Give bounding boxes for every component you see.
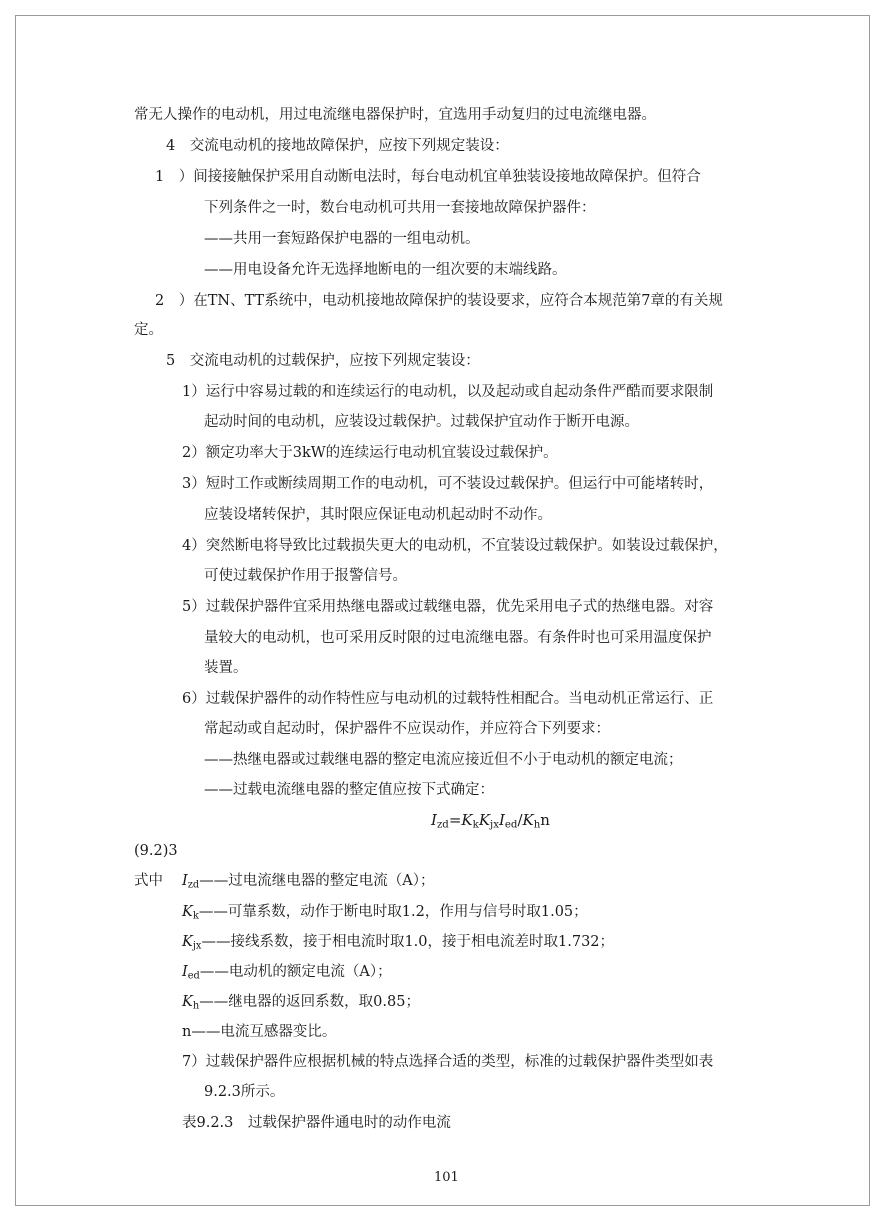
page-number: 101	[434, 1170, 459, 1185]
where-label: 式中	[134, 873, 163, 889]
definition: $I_{zd}——$过电流继电器的整定电流（A）；	[182, 873, 435, 891]
body-line: 1）运行中容易过载的和连续运行的电动机，以及起动或自起动条件严酷而要求限制	[182, 384, 714, 400]
body-line: 2）额定功率大于3kW的连续运行电动机宜装设过载保护。	[182, 445, 558, 461]
body-line: ——过载电流继电器的整定值应按下式确定：	[204, 782, 494, 798]
body-line: 6）过载保护器件的动作特性应与电动机的过载特性相配合。当电动机正常运行、正	[182, 691, 714, 707]
definition: n——电流互感器变比。	[182, 1024, 337, 1040]
definition: $I_{ed}——$电动机的额定电流（A）；	[182, 964, 392, 982]
body-line: 下列条件之一时，数台电动机可共用一套接地故障保护器件：	[204, 200, 596, 216]
body-line: 1 ）间接接触保护采用自动断电法时，每台电动机宜单独装设接地故障保护。但符合	[155, 169, 701, 185]
definition: $K_k——$可靠系数，动作于断电时取1.2，作用与信号时取1.05；	[182, 904, 588, 922]
definition: $K_h——$继电器的返回系数，取0.85；	[182, 994, 420, 1012]
body-line: 4 交流电动机的接地故障保护，应按下列规定装设：	[166, 138, 509, 154]
body-line: 2 ）在TN、TT系统中，电动机接地故障保护的装设要求，应符合本规范第7章的有关规	[155, 293, 723, 309]
equation-number: (9.2)3	[134, 843, 178, 859]
body-line: 7）过载保护器件应根据机械的特点选择合适的类型，标准的过载保护器件类型如表	[182, 1054, 714, 1070]
body-line: 9.2.3所示。	[204, 1084, 285, 1100]
body-line: ——用电设备允许无选择地断电的一组次要的末端线路。	[204, 262, 567, 278]
body-line: 5 交流电动机的过载保护，应按下列规定装设：	[166, 353, 480, 369]
body-line: 可使过载保护作用于报警信号。	[204, 568, 407, 584]
body-line: 3）短时工作或断续周期工作的电动机，可不装设过载保护。但运行中可能堵转时，	[182, 476, 714, 492]
definition: $K_{jx}——$接线系数，接于相电流时取1.0，接于相电流差时取1.732；	[182, 934, 615, 952]
body-line: 5）过载保护器件宜采用热继电器或过载继电器，优先采用电子式的热继电器。对容	[182, 599, 714, 615]
body-line: 常起动或自起动时，保护器件不应误动作，并应符合下列要求：	[204, 721, 610, 737]
table-caption: 表9.2.3 过载保护器件通电时的动作电流	[182, 1115, 451, 1131]
body-line: ——共用一套短路保护电器的一组电动机。	[204, 231, 480, 247]
body-line: ——热继电器或过载继电器的整定电流应接近但不小于电动机的额定电流；	[204, 752, 683, 768]
body-line: 4）突然断电将导致比过载损失更大的电动机，不宜装设过载保护。如装设过载保护，	[182, 538, 728, 554]
formula: $I_{zd}=K_kK_{jx}I_{ed}/K_hn$	[431, 811, 550, 831]
body-line: 装置。	[204, 660, 248, 676]
body-line: 定。	[134, 322, 163, 338]
body-line: 应装设堵转保护，其时限应保证电动机起动时不动作。	[204, 507, 552, 523]
body-line: 常无人操作的电动机，用过电流继电器保护时，宜选用手动复归的过电流继电器。	[134, 107, 656, 123]
body-line: 起动时间的电动机，应装设过载保护。过载保护宜动作于断开电源。	[204, 414, 639, 430]
body-line: 量较大的电动机，也可采用反时限的过电流继电器。有条件时也可采用温度保护	[204, 630, 712, 646]
